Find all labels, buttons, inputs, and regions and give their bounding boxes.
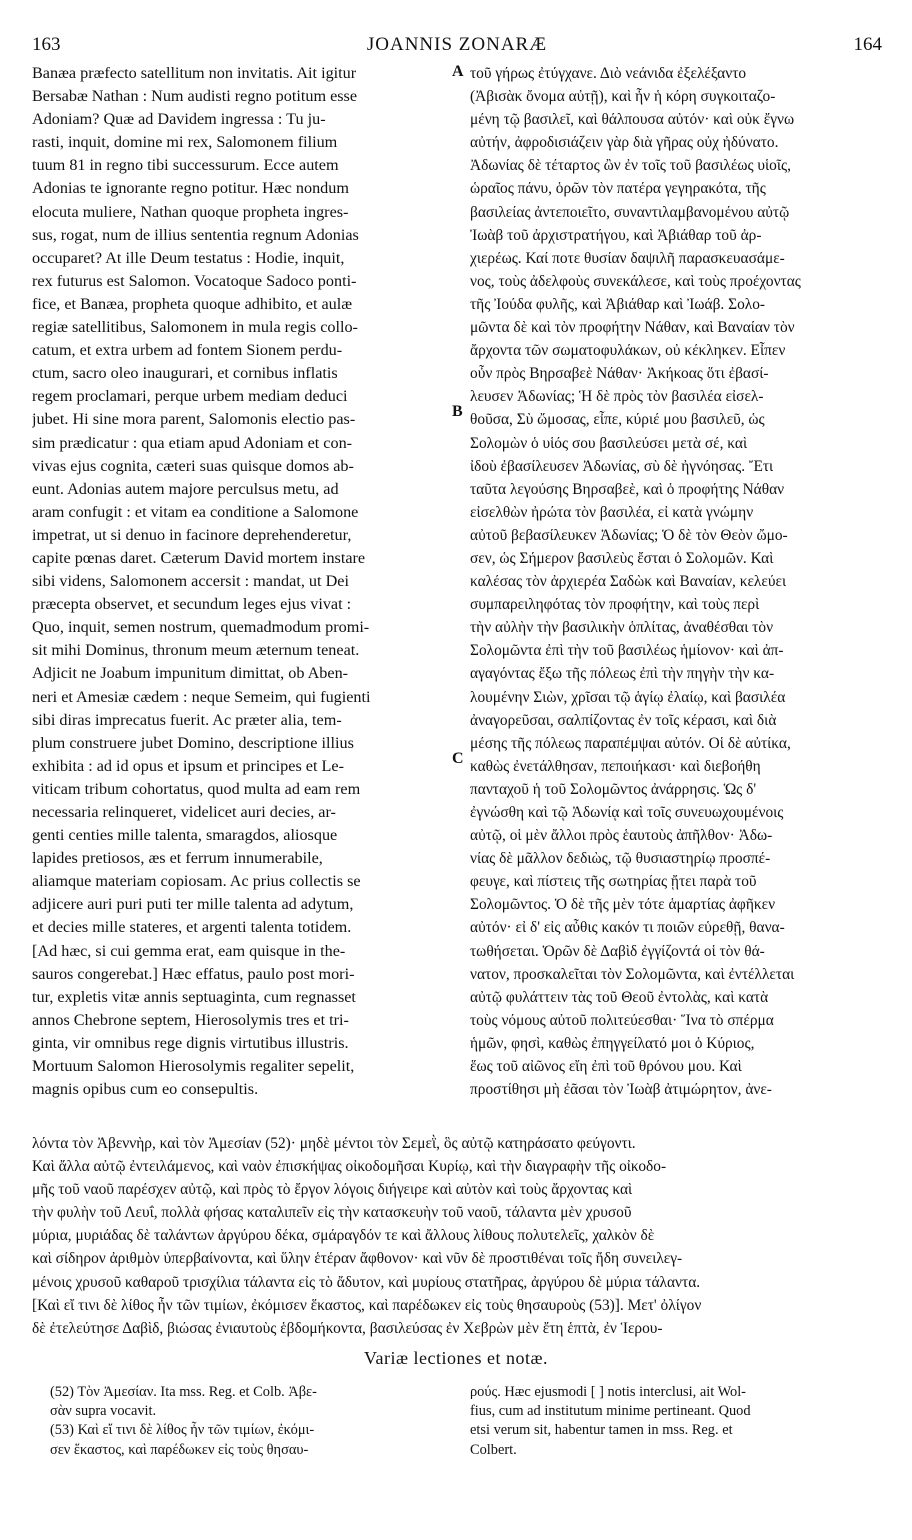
section-marker-a: A bbox=[452, 63, 464, 80]
text-line: Adjicit ne Joabum impunitum dimittat, ob Aben- bbox=[32, 664, 349, 683]
text-line: βασιλείας ἀντεποιεῖτο, συναντιλαμβανομένου αὐτῷ bbox=[470, 203, 790, 221]
note-line: σὰν supra vocavit. bbox=[50, 1403, 157, 1420]
text-line: ginta, vir omnibus rege dignis virtutibus illustris. bbox=[32, 1033, 349, 1052]
text-line: λουμένην Σιὼν, χρῖσαι τῷ ἁγίῳ ἐλαίῳ, καὶ βασιλέα bbox=[470, 688, 786, 706]
text-line: ὡραῖος πάνυ, ὁρῶν τὸν πατέρα γεγηρακότα, τῆς bbox=[470, 180, 766, 198]
text-line: impetrat, ut si denuo in facinore deprehenderetur, bbox=[32, 525, 352, 544]
text-line: Σολομῶντος. Ὁ δὲ τῆς μὲν τότε ἁμαρτίας ἀφῆκεν bbox=[470, 896, 776, 914]
text-line: ἄρχοντα τῶν σωματοφυλάκων, οὐ κέκληκεν. Εἶπεν bbox=[470, 342, 786, 360]
text-line: καλέσας τὸν ἀρχιερέα Σαδὼκ καὶ Βαναίαν, κελεύει bbox=[470, 573, 787, 591]
text-line: οὖν πρὸς Βηρσαβεὲ Νάθαν· Ἀκήκοας ὅτι ἐβασί- bbox=[470, 365, 769, 383]
text-line: λευσεν Ἀδωνίας; Ἡ δὲ πρὸς τὸν βασιλέα εἰσελ- bbox=[470, 388, 764, 406]
text-line: et decies mille stateres, et argenti talenta totidem. bbox=[32, 918, 352, 937]
text-line: νατον, προσκαλεῖται τὸν Σολομῶντα, καὶ ἐντέλλεται bbox=[470, 965, 795, 983]
note-line: etsi verum sit, habentur tamen in mss. Reg. et bbox=[470, 1422, 733, 1439]
page-number-right: 164 bbox=[853, 34, 882, 55]
text-line: ἰδοὺ ἐβασίλευσεν Ἀδωνίας, σὺ δὲ ἠγνόησας. Ἔτι bbox=[470, 457, 774, 475]
text-line: μένη τῷ βασιλεῖ, καὶ θάλπουσα αὐτόν· καὶ οὐκ ἔγνω bbox=[470, 111, 795, 129]
text-line: νίας δὲ μᾶλλον δεδιὼς, τῷ θυσιαστηρίῳ προσπέ- bbox=[470, 850, 771, 868]
text-line: præcepta observet, et secundum leges ejus vivat : bbox=[32, 595, 352, 614]
text-line: ctum, sacro oleo inaugurari, et cornibus inflatis bbox=[32, 364, 338, 383]
greek-full-width-text bbox=[32, 1132, 882, 1340]
section-marker-c: C bbox=[452, 750, 464, 767]
text-line: φευγε, καὶ πίστεις τῆς σωτηρίας ᾔτει παρὰ τοῦ bbox=[470, 873, 757, 891]
text-line: capite pœnas daret. Cæterum David mortem instare bbox=[32, 548, 366, 567]
text-line: tuum 81 in regno tibi successurum. Ecce autem bbox=[32, 156, 339, 175]
running-title: JOANNIS ZONARÆ bbox=[366, 34, 548, 55]
text-line: προστίθησι μὴ ἐᾶσαι τὸν Ἰωὰβ ἀτιμώρητον, ἀνε- bbox=[470, 1081, 772, 1099]
note-line: σεν ἕκαστος, καὶ παρέδωκεν εἰς τοὺς θησαυ- bbox=[50, 1441, 309, 1458]
text-line: αὐτόν· εἰ δ' εἰς αὖθις κακόν τι ποιῶν εὑρεθῇ, θανα- bbox=[470, 919, 785, 937]
text-line: Ἰωὰβ τοῦ ἀρχιστρατήγου, καὶ Ἀβιάθαρ τοῦ ἀρ- bbox=[470, 226, 762, 244]
text-line: rasti, inquit, domine mi rex, Salomonem filium bbox=[32, 133, 338, 152]
text-line: occuparet? At ille Deum testatus : Hodie, inquit, bbox=[32, 248, 345, 267]
text-line: adjicere auri puri puti ter mille talenta ad adytum, bbox=[32, 895, 354, 914]
text-line: δὲ ἐτελεύτησε Δαβὶδ, βιώσας ἐνιαυτοὺς ἑβδομήκοντα, βασιλεύσας ἐν Χεβρὼν μὲν ἔτη ἑπτὰ, ἐν Ἱερου- bbox=[32, 1319, 663, 1337]
text-line: Quo, inquit, semen nostrum, quemadmodum promi- bbox=[32, 618, 370, 637]
text-line: Adoniam? Quæ ad Davidem ingressa : Tu ju- bbox=[32, 110, 326, 129]
greek-column bbox=[470, 62, 883, 1101]
text-line: σεν, ὡς Σήμερον βασιλεὺς ἔσται ὁ Σολομῶν. Καὶ bbox=[470, 549, 774, 567]
text-line: καὶ σίδηρον ἀριθμὸν ὑπερβαίνοντα, καὶ ὕλην ἑτέραν ἄφθονον· καὶ νῦν δὲ προστιθέναι τοῖς ἤδη συνειλεγ- bbox=[32, 1250, 683, 1268]
text-line: νος, τοὺς ἀδελφοὺς συνεκάλεσε, καὶ τοὺς προέχοντας bbox=[470, 272, 801, 290]
text-line: Adonias te ignorante regno potitur. Hæc nondum bbox=[32, 179, 349, 198]
text-line: τοὺς νόμους αὐτοῦ πολιτεύεσθαι· Ἵνα τὸ σπέρμα bbox=[470, 1011, 774, 1029]
text-line: Σολομῶντα ἐπὶ τὴν τοῦ βασιλέως ἡμίονον· καὶ ἀπ- bbox=[470, 642, 784, 660]
text-line: καθὼς ἐνετάλθησαν, πεποιήκασι· καὶ διεβοήθη bbox=[470, 757, 761, 775]
note-line: ρούς. Hæc ejusmodi [ ] notis interclusi, ait Wol- bbox=[470, 1384, 746, 1400]
text-line: aliamque materiam copiosam. Ac prius collectis se bbox=[32, 872, 361, 891]
notes-right-column bbox=[470, 1383, 883, 1460]
text-line: Ἀδωνίας δὲ τέταρτος ὢν ἐν τοῖς τοῦ βασιλέως υἱοῖς, bbox=[470, 157, 791, 175]
text-line: elocuta muliere, Nathan quoque propheta ingres- bbox=[32, 202, 349, 221]
text-line: plum construere jubet Domino, descriptione illius bbox=[32, 733, 354, 752]
page-number-left: 163 bbox=[32, 34, 61, 55]
text-line: ἕως τοῦ αἰῶνος εἴη ἐπὶ τοῦ θρόνου μου. Καὶ bbox=[470, 1058, 742, 1076]
text-line: regiæ satellitibus, Salomonem in mula regis collo- bbox=[32, 318, 358, 337]
text-line: eunt. Adonias autem majore perculsus metu, ad bbox=[32, 479, 339, 498]
note-line: fius, cum ad institutum minime pertineant. Quod bbox=[470, 1403, 751, 1420]
note-line: (52) Τὸν Ἀμεσίαν. Ita mss. Reg. et Colb. Ἀβε- bbox=[50, 1384, 317, 1400]
text-line: Καὶ ἄλλα αὐτῷ ἐντειλάμενος, καὶ ναὸν ἐπισκήψας οἰκοδομῆσαι Κυρίῳ, καὶ τὴν διαγραφὴν τῆς οἰκοδο- bbox=[32, 1158, 667, 1176]
text-line: εἰσελθὼν ἠρώτα τὸν βασιλέα, εἰ κατὰ γνώμην bbox=[470, 503, 754, 521]
text-line: fice, et Banæa, propheta quoque adhibito, et aulæ bbox=[32, 294, 353, 313]
text-line: Bersabæ Nathan : Num audisti regno potitum esse bbox=[32, 87, 358, 106]
text-line: vivas ejus cognita, cæteri suas quisque domos ab- bbox=[32, 456, 354, 475]
text-line: συμπαρειληφότας τὸν προφήτην, καὶ τοὺς περὶ bbox=[470, 596, 760, 614]
text-line: necessaria relinqueret, videlicet auri decies, ar- bbox=[32, 803, 336, 821]
note-line: Colbert. bbox=[470, 1441, 517, 1458]
text-line: genti centies mille talenta, smaragdos, aliosque bbox=[32, 826, 338, 845]
text-line: tur, expletis vitæ annis septuaginta, cum regnasset bbox=[32, 987, 356, 1006]
latin-column bbox=[32, 62, 450, 1101]
section-marker-b: B bbox=[452, 403, 463, 420]
text-line: aram confugit : et vitam ea conditione a Salomone bbox=[32, 502, 359, 521]
text-line: τῆς Ἰούδα φυλῆς, καὶ Ἀβιάθαρ καὶ Ἰωάβ. Σολο- bbox=[470, 295, 766, 313]
text-line: sibi diras imprecatus fuerit. Ac præter alia, tem- bbox=[32, 710, 342, 729]
text-line: αὐτῷ φυλάττειν τὰς τοῦ Θεοῦ ἐντολὰς, καὶ κατὰ bbox=[470, 988, 769, 1006]
text-line: Σολομὼν ὁ υἱός σου βασιλεύσει μετὰ σέ, καὶ bbox=[470, 434, 748, 452]
text-line: λόντα τὸν Ἀβεννὴρ, καὶ τὸν Ἀμεσίαν (52)· μηδὲ μέντοι τὸν Σεμεῒ, ὃς αὐτῷ κατηράσατο φεύγοντι. bbox=[32, 1135, 636, 1152]
text-line: regem proclamari, perque urbem mediam deduci bbox=[32, 387, 348, 406]
text-line: Banæa præfecto satellitum non invitatis. Ait igitur bbox=[32, 64, 357, 82]
text-line: αὐτήν, ἀφροδισιάζειν γὰρ διὰ γῆρας οὐχ ἠδύνατο. bbox=[470, 134, 779, 152]
text-line: viticam tribum cohortatus, quod multa ad eam rem bbox=[32, 779, 361, 798]
text-line: αὐτοῦ βεβασίλευκεν Ἀδωνίας; Ὁ δὲ τὸν Θεὸν ὤμο- bbox=[470, 526, 788, 544]
text-line: μῆς τοῦ ναοῦ παρέσχεν αὐτῷ, καὶ πρὸς τὸ ἔργον λόγοις διήγειρε καὶ αὐτὸν καὶ τοὺς ἄρχοντας καὶ bbox=[32, 1181, 633, 1199]
text-line: μέσης τῆς πόλεως παραπέμψαι αὐτόν. Οἱ δὲ αὐτίκα, bbox=[470, 734, 791, 752]
text-line: αγαγόντας ἔξω τῆς πόλεως ἐπὶ τὴν πηγὴν τὴν κα- bbox=[470, 665, 775, 683]
text-line: ἡμῶν, φησὶ, καθὼς ἐπηγγείλατό μοι ὁ Κύριος, bbox=[470, 1034, 755, 1052]
text-line: sim prædicatur : qua etiam apud Adoniam et con- bbox=[32, 433, 353, 452]
text-line: μῶντα δὲ καὶ τὸν προφήτην Νάθαν, καὶ Βαναίαν τὸν bbox=[470, 319, 795, 337]
text-line: μένοις χρυσοῦ καθαροῦ τρισχίλια τάλαντα εἰς τὸ ἄδυτον, καὶ μυρίους στατῆρας, ἀργύρου δὲ μύρια τάλαντα. bbox=[32, 1273, 701, 1291]
page-header bbox=[32, 34, 882, 60]
text-line: μύρια, μυριάδας δὲ ταλάντων ἀργύρου δέκα, σμάραγδόν τε καὶ ἄλλους λίθους πολυτελεῖς, χαλκὸν δὲ bbox=[32, 1227, 655, 1245]
text-line: sibi videns, Salomonem accersit : mandat, ut Dei bbox=[32, 572, 349, 591]
text-line: sit mihi Dominus, thronum meum æternum teneat. bbox=[32, 641, 360, 660]
text-line: magnis opibus cum eo consepultis. bbox=[32, 1080, 259, 1099]
text-line: τὴν φυλὴν τοῦ Λευΐ, πολλὰ φήσας καταλιπεῖν εἰς τὴν κατασκευὴν τοῦ ναοῦ, τάλαντα μὲν χρυσοῦ bbox=[32, 1204, 632, 1222]
text-line: αὐτῷ, οἱ μὲν ἄλλοι πρὸς ἑαυτοὺς ἀπῆλθον· Ἀδω- bbox=[470, 827, 773, 845]
text-line: τωθήσεται. Ὁρῶν δὲ Δαβὶδ ἐγγίζοντά οἱ τὸν θά- bbox=[470, 942, 765, 960]
text-line: sauros congerebat.] Hæc effatus, paulo post mori- bbox=[32, 964, 355, 983]
text-line: ἀναγορεῦσαι, σαλπίζοντας ἐν τοῖς κέρασι, καὶ διὰ bbox=[470, 711, 777, 729]
text-line: annos Chebrone septem, Hierosolymis tres et tri- bbox=[32, 1010, 349, 1029]
text-line: θοῦσα, Σὺ ὤμοσας, εἶπε, κύριέ μου βασιλεῦ, ὡς bbox=[470, 411, 765, 429]
text-line: πανταχοῦ ἡ τοῦ Σολομῶντος ἀνάρρησις. Ὡς δ' bbox=[470, 780, 757, 798]
text-line: Mortuum Salomon Hierosolymis regaliter sepelit, bbox=[32, 1057, 355, 1076]
text-line: exhibita : ad id opus et ipsum et principes et Le- bbox=[32, 756, 344, 775]
notes-title: Variæ lectiones et notæ. bbox=[364, 1348, 548, 1368]
text-line: [Ad hæc, si cui gemma erat, eam quisque in the- bbox=[32, 941, 346, 960]
text-line: χιερέως. Καί ποτε θυσίαν δαψιλῆ παρασκευασάμε- bbox=[470, 249, 785, 267]
text-line: τὴν αὐλὴν τὴν βασιλικὴν ὁπλίτας, ἀναθέσθαι τὸν bbox=[470, 619, 774, 637]
text-line: τοῦ γήρως ἐτύγχανε. Διὸ νεάνιδα ἐξελέξαντο bbox=[470, 65, 747, 82]
text-line: (Ἀβισὰκ ὄνομα αὐτῇ), καὶ ἦν ἡ κόρη συγκοιταζο- bbox=[470, 88, 776, 106]
text-line: ταῦτα λεγούσης Βηρσαβεὲ, καὶ ὁ προφήτης Νάθαν bbox=[470, 480, 785, 498]
text-line: lapides pretiosos, æs et ferrum innumerabile, bbox=[32, 849, 323, 868]
note-line: (53) Καὶ εἴ τινι δὲ λίθος ἦν τῶν τιμίων, ἐκόμι- bbox=[50, 1422, 315, 1439]
text-line: rex futurus est Salomon. Vocatoque Sadoco ponti- bbox=[32, 271, 357, 290]
notes-left-column bbox=[50, 1383, 450, 1460]
text-line: [Καὶ εἴ τινι δὲ λίθος ἦν τῶν τιμίων, ἐκόμισεν ἕκαστος, καὶ παρέδωκεν εἰς τοὺς θησαυροὺς (53)]. Μετ' ὀλίγον bbox=[32, 1296, 702, 1314]
text-line: neri et Amesiæ cædem : neque Semeim, qui fugienti bbox=[32, 687, 371, 706]
text-line: sus, rogat, num de illius sententia regnum Adonias bbox=[32, 225, 359, 244]
text-line: ἐγνώσθη καὶ τῷ Ἀδωνίᾳ καὶ τοῖς συνευωχουμένοις bbox=[470, 804, 784, 821]
text-line: catum, et extra urbem ad fontem Sionem perdu- bbox=[32, 341, 343, 360]
text-line: jubet. Hi sine mora parent, Salomonis electio pas- bbox=[32, 410, 356, 429]
